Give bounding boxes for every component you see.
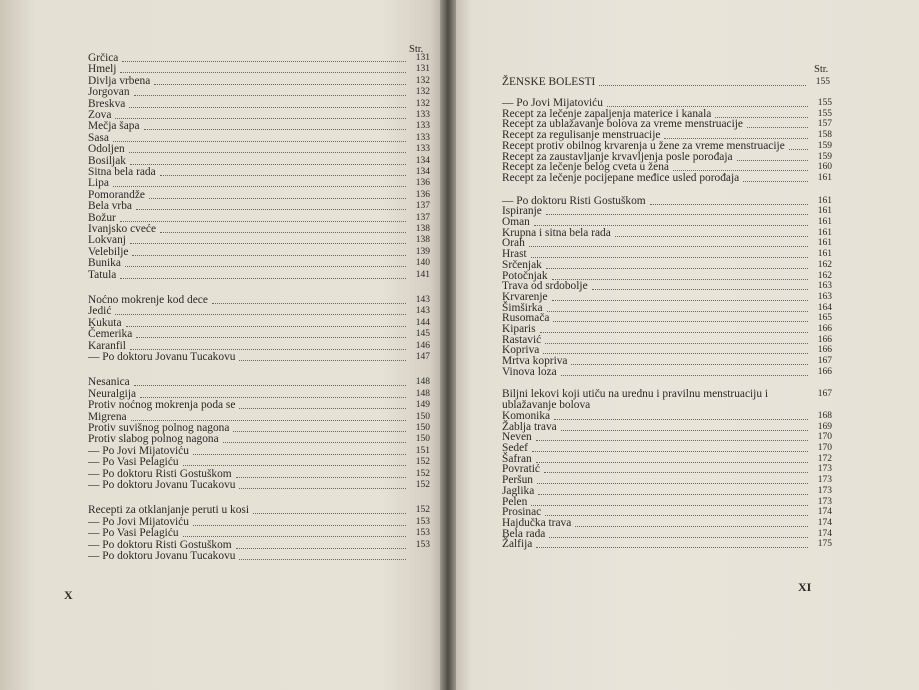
dot-leader — [747, 126, 808, 128]
toc-entry-title: Odoljen — [88, 143, 125, 156]
toc-entry-title: Vinova loza — [502, 365, 557, 378]
dot-leader — [130, 348, 406, 350]
toc-entry-page: 170 — [817, 443, 832, 453]
dot-leader — [546, 213, 808, 215]
toc-entry-title: Zova — [88, 109, 112, 121]
toc-entry — [88, 86, 430, 98]
toc-entry-page: 174 — [817, 517, 832, 528]
toc-entry — [88, 234, 430, 246]
toc-entry-page: 174 — [817, 528, 832, 539]
toc-entry-page: 164 — [817, 302, 832, 313]
toc-entry — [88, 539, 430, 551]
toc-entry-title: Kiparis — [502, 323, 536, 335]
toc-entry — [88, 269, 430, 281]
dot-leader — [233, 430, 406, 432]
toc-entry — [88, 257, 430, 269]
dot-leader — [545, 514, 808, 516]
toc-entry-title: Recepti za otklanjanje peruti u kosi — [88, 504, 249, 517]
toc-entry-page: 167 — [817, 356, 832, 367]
toc-entry-title: Žalfija — [502, 538, 533, 551]
toc-entry-page: 150 — [415, 434, 430, 445]
toc-entry-page: 152 — [415, 468, 430, 479]
toc-entry-title: Žablja trava — [502, 420, 557, 433]
toc-entry-title: Šafran — [502, 452, 532, 465]
toc-entry-title: — Po Jovi Mijatoviću — [88, 515, 189, 528]
dot-leader — [132, 254, 406, 256]
toc-entry — [88, 340, 430, 352]
toc-entry-title: — Po doktoru Risti Gostuškom — [88, 467, 232, 480]
toc-entry — [88, 294, 430, 306]
toc-entry-title: Protiv slabog polnog nagona — [88, 433, 219, 446]
toc-entry-title: — Po Jovi Mijatoviću — [88, 444, 189, 457]
toc-entry-title: — Po doktoru Jovanu Tucakovu — [88, 550, 236, 562]
toc-entry-title: Hmelj — [88, 63, 117, 76]
toc-entry-page: 174 — [817, 507, 832, 518]
right-heading — [502, 76, 830, 90]
toc-entry — [88, 317, 430, 329]
toc-entry — [502, 172, 832, 184]
toc-entry-page: 158 — [817, 130, 832, 141]
toc-entry-page: 165 — [817, 313, 832, 324]
dot-leader — [549, 536, 808, 538]
toc-entry-page: 144 — [415, 317, 430, 328]
dot-leader — [154, 83, 406, 85]
toc-entry — [88, 177, 430, 189]
toc-entry-page: 160 — [817, 162, 832, 173]
toc-entry-page: 153 — [415, 516, 430, 527]
toc-entry-title: Divlja vrbena — [88, 74, 151, 87]
toc-entry-page: 137 — [415, 201, 430, 212]
dot-leader — [160, 174, 406, 176]
right-page — [448, 0, 919, 690]
toc-entry — [88, 120, 430, 132]
toc-entry-page: 161 — [817, 206, 832, 217]
toc-entry-page: 138 — [415, 235, 430, 246]
toc-entry-page: 166 — [817, 345, 832, 356]
right-toc — [502, 97, 832, 577]
toc-entry-page: 155 — [817, 108, 832, 119]
toc-entry-title: Tatula — [88, 268, 117, 281]
dot-leader — [130, 163, 406, 165]
toc-entry — [88, 328, 430, 340]
toc-entry-title: Grčica — [88, 52, 119, 64]
dot-leader — [607, 105, 808, 107]
left-page — [0, 0, 448, 690]
toc-entry-page: 146 — [415, 340, 430, 351]
toc-entry-page: 170 — [817, 432, 832, 443]
toc-entry — [88, 411, 430, 423]
toc-entry-title: Recept za lečenje pocijepane međice usled porođaja — [502, 171, 740, 184]
dot-leader — [134, 94, 406, 96]
toc-entry-title: Bosiljak — [88, 154, 126, 167]
toc-entry-title: Jorgovan — [88, 86, 130, 99]
dot-leader — [134, 384, 406, 386]
toc-entry-page: 161 — [817, 195, 832, 206]
toc-entry-title: Lipa — [88, 177, 109, 190]
toc-entry-page: 169 — [817, 421, 832, 432]
toc-entry-title: — Po doktoru Jovanu Tucakovu — [88, 479, 236, 491]
toc-entry-title: Jedić — [88, 305, 112, 318]
toc-entry — [88, 422, 430, 434]
toc-entry-title: Breskva — [88, 97, 126, 110]
toc-entry-page: 166 — [817, 334, 832, 345]
toc-entry-page: 173 — [817, 464, 832, 475]
toc-entry-title: — Po Jovi Mijatoviću — [502, 97, 603, 109]
toc-entry-page: 143 — [415, 295, 430, 305]
dot-leader — [120, 71, 406, 73]
toc-entry-page: 145 — [415, 329, 430, 340]
toc-entry — [88, 246, 430, 258]
toc-entry-page: 172 — [817, 453, 832, 464]
dot-leader — [743, 180, 808, 182]
dot-leader — [140, 396, 406, 398]
toc-entry — [502, 366, 832, 378]
toc-entry-page: 166 — [817, 366, 832, 377]
toc-entry-page: 141 — [415, 269, 430, 280]
dot-leader — [664, 137, 808, 139]
toc-entry — [502, 76, 830, 88]
toc-entry-title: Oman — [502, 216, 530, 228]
toc-entry-page: 149 — [415, 400, 430, 411]
dot-leader — [536, 546, 808, 548]
dot-leader — [149, 197, 406, 199]
toc-entry-title: Recept za zaustavljanje krvavljenja posle porođaja — [502, 150, 733, 163]
toc-entry — [88, 52, 430, 64]
dot-leader — [538, 493, 808, 495]
toc-entry-title: Ispiranje — [502, 205, 542, 218]
dot-leader — [552, 299, 808, 301]
dot-leader — [534, 224, 808, 226]
dot-leader — [715, 116, 808, 118]
toc-entry-page: 140 — [415, 258, 430, 269]
toc-entry-title: — Po doktoru Jovanu Tucakovu — [88, 351, 236, 363]
toc-entry-title: Prosinac — [502, 506, 542, 519]
toc-entry-page: 150 — [415, 411, 430, 422]
dot-leader — [236, 476, 406, 478]
toc-entry-page: 132 — [415, 75, 430, 86]
toc-entry-title: Migrena — [88, 410, 127, 423]
dot-leader — [120, 220, 406, 222]
dot-leader — [122, 60, 406, 62]
toc-entry — [88, 468, 430, 480]
dot-leader — [115, 117, 406, 119]
toc-entry-title: Rusomača — [502, 312, 550, 325]
toc-entry — [88, 75, 430, 87]
dot-leader — [113, 185, 406, 187]
toc-entry-title: Šimširka — [502, 301, 543, 314]
dot-leader — [239, 558, 406, 560]
book-spine — [440, 0, 456, 690]
dot-leader — [552, 278, 808, 280]
toc-entry-page: 155 — [817, 98, 832, 108]
toc-entry-title: — Po Vasi Pelagiću — [88, 527, 179, 540]
dot-leader — [531, 504, 808, 506]
dot-leader — [253, 512, 406, 514]
dot-leader — [673, 169, 808, 171]
dot-leader — [239, 359, 406, 361]
dot-leader — [536, 461, 808, 463]
toc-entry-page: 132 — [415, 87, 430, 98]
toc-entry-title: Sitna bela rada — [88, 166, 156, 178]
toc-entry-page: 153 — [415, 539, 430, 550]
dot-leader — [531, 256, 808, 258]
toc-entry-title: Kukuta — [88, 316, 122, 329]
toc-entry-title: Hrast — [502, 248, 527, 261]
toc-entry — [88, 399, 430, 411]
toc-entry-title: Božur — [88, 211, 116, 224]
dot-leader — [239, 487, 406, 489]
toc-entry-page: 137 — [415, 212, 430, 223]
toc-entry-title: Hajdučka trava — [502, 516, 572, 529]
dot-leader — [183, 535, 406, 537]
dot-leader — [212, 302, 406, 304]
dot-leader — [561, 374, 808, 376]
toc-entry-title: Recept za lečenje belog cveta u žena — [502, 161, 669, 174]
toc-entry-page: 173 — [817, 496, 832, 507]
dot-leader — [537, 482, 808, 484]
toc-entry — [88, 479, 430, 491]
toc-entry-page: 163 — [817, 291, 832, 302]
toc-entry-page: 168 — [817, 410, 832, 421]
dot-leader — [115, 313, 406, 315]
left-str-label: Str. — [409, 44, 424, 55]
toc-entry-title: Neuralgija — [88, 387, 137, 400]
dot-leader — [126, 325, 406, 327]
toc-entry — [88, 212, 430, 224]
toc-entry — [88, 376, 430, 388]
toc-entry-page: 136 — [415, 189, 430, 200]
toc-entry — [502, 538, 832, 550]
toc-entry-page: 151 — [415, 445, 430, 456]
toc-entry-page: 161 — [817, 238, 832, 249]
toc-entry-title: Komonika — [502, 409, 551, 422]
toc-entry — [88, 189, 430, 201]
dot-leader — [544, 471, 808, 473]
dot-leader — [129, 151, 406, 153]
toc-entry — [88, 166, 430, 178]
toc-entry — [88, 550, 430, 562]
dot-leader — [536, 439, 808, 441]
toc-entry — [88, 527, 430, 539]
toc-entry-page: 133 — [415, 110, 430, 120]
toc-entry — [88, 351, 430, 363]
toc-entry — [88, 155, 430, 167]
toc-entry-title: Krupna i sitna bela rada — [502, 226, 611, 239]
toc-entry-title: Krvarenje — [502, 290, 548, 303]
toc-entry-page: 162 — [817, 259, 832, 270]
dot-leader — [113, 140, 406, 142]
dot-leader — [131, 419, 406, 421]
toc-entry-page: 143 — [415, 306, 430, 317]
toc-entry-title: — Po doktoru Risti Gostuškom — [88, 538, 232, 551]
dot-leader — [737, 159, 808, 161]
dot-leader — [545, 342, 808, 344]
toc-entry-title: Ivanjsko cveće — [88, 223, 156, 235]
toc-entry-page: 159 — [817, 151, 832, 162]
dot-leader — [129, 106, 406, 108]
dot-leader — [183, 464, 406, 466]
toc-entry-title: Povratić — [502, 463, 540, 476]
toc-entry-title: — Po Vasi Pelagiću — [88, 456, 179, 469]
toc-entry-title: Velebilje — [88, 245, 129, 258]
toc-entry-title: Potočnjak — [502, 269, 548, 282]
dot-leader — [532, 450, 808, 452]
toc-entry-page: 133 — [415, 132, 430, 143]
dot-leader — [193, 524, 406, 526]
toc-entry-page: 134 — [415, 155, 430, 166]
toc-entry-page: 157 — [817, 119, 832, 130]
dot-leader — [136, 336, 406, 338]
right-str-label: Str. — [814, 64, 829, 75]
dot-leader — [223, 441, 406, 443]
toc-entry-page: 155 — [815, 77, 830, 87]
toc-entry-title: Biljni lekovi koji utiču na urednu i pravilnu menstruaciju i ublažavanje bolova — [502, 387, 769, 411]
toc-entry-title: Rastavić — [502, 333, 542, 346]
dot-leader — [540, 331, 808, 333]
dot-leader — [144, 128, 406, 130]
left-page-number: X — [64, 588, 73, 602]
toc-entry — [88, 132, 430, 144]
toc-entry-title: Srčenjak — [502, 258, 542, 271]
toc-entry-title: — Po doktoru Risti Gostuškom — [502, 194, 646, 207]
dot-leader — [136, 208, 406, 210]
dot-leader — [547, 310, 808, 312]
toc-entry — [88, 305, 430, 317]
left-toc — [88, 52, 430, 592]
toc-entry-title: Jaglika — [502, 484, 535, 497]
dot-leader — [554, 418, 808, 420]
dot-leader — [239, 407, 406, 409]
toc-entry-page: 133 — [415, 121, 430, 132]
toc-entry-page: 161 — [817, 172, 832, 183]
toc-entry-title: Sasa — [88, 131, 109, 144]
toc-entry-page: 153 — [415, 528, 430, 539]
toc-entry-page: 131 — [415, 53, 430, 63]
toc-entry-title: Kopriva — [502, 344, 540, 357]
dot-leader — [592, 288, 808, 290]
toc-entry-title: Mečja šapa — [88, 120, 140, 133]
dot-leader — [571, 363, 808, 365]
toc-entry — [502, 389, 832, 411]
toc-entry-page: 132 — [415, 98, 430, 109]
toc-entry-title: Bunika — [88, 257, 121, 270]
toc-entry-title: Nesanica — [88, 376, 130, 389]
toc-entry-title: Recept za regulisanje menstruacije — [502, 129, 661, 142]
toc-entry-page: 133 — [415, 144, 430, 155]
toc-entry-title: Čemerika — [88, 328, 133, 341]
dot-leader — [193, 453, 406, 455]
toc-entry — [88, 109, 430, 121]
toc-entry-page: 139 — [415, 246, 430, 257]
dot-leader — [125, 265, 406, 267]
toc-entry-title: Recept za ublažavanje bolova za vreme menstruacije — [502, 118, 743, 131]
dot-leader — [120, 277, 406, 279]
toc-entry-page: 159 — [817, 140, 832, 151]
dot-leader — [529, 245, 808, 247]
toc-entry-page: 152 — [415, 505, 430, 516]
toc-entry-title: Protiv suvišnog polnog nagona — [88, 422, 230, 434]
toc-entry-title: Karanfil — [88, 339, 126, 352]
toc-entry-title: Bela rada — [502, 527, 546, 540]
toc-entry-title: Lokvanj — [88, 234, 126, 247]
toc-entry — [88, 223, 430, 235]
toc-entry-title: Noćno mokrenje kod dece — [88, 294, 208, 306]
toc-entry-title: Mrtva kopriva — [502, 355, 568, 368]
dot-leader — [789, 148, 808, 150]
toc-entry-title: Protiv noćnog mokrenja poda se — [88, 399, 236, 412]
toc-entry-page: 148 — [415, 388, 430, 399]
dot-leader — [160, 231, 406, 233]
toc-entry — [88, 200, 430, 212]
toc-entry-title: Pomorandže — [88, 188, 145, 201]
toc-entry — [88, 456, 430, 468]
dot-leader — [615, 235, 808, 237]
dot-leader — [236, 547, 406, 549]
toc-entry — [88, 143, 430, 155]
toc-entry-page: 136 — [415, 178, 430, 189]
toc-entry-page: 162 — [817, 270, 832, 281]
toc-entry-title: Peršun — [502, 474, 534, 487]
toc-entry-title: Orah — [502, 237, 525, 250]
toc-entry-page: 173 — [817, 475, 832, 486]
toc-entry-page: 147 — [415, 352, 430, 362]
toc-entry-title: Neven — [502, 431, 532, 444]
toc-entry — [88, 388, 430, 400]
toc-entry — [88, 433, 430, 445]
toc-entry — [88, 445, 430, 457]
toc-entry-page: 175 — [817, 539, 832, 550]
toc-entry — [88, 504, 430, 516]
toc-entry-page: 166 — [817, 324, 832, 334]
toc-entry-page: 134 — [415, 167, 430, 177]
toc-entry — [88, 516, 430, 528]
dot-leader — [561, 429, 808, 431]
dot-leader — [575, 525, 808, 527]
toc-entry-page: 152 — [415, 480, 430, 490]
toc-entry-page: 152 — [415, 457, 430, 468]
toc-entry-page: 173 — [817, 485, 832, 496]
toc-entry-page: 148 — [415, 377, 430, 388]
toc-entry-title: Trava od srdobolje — [502, 280, 588, 293]
toc-entry-title: Pelen — [502, 495, 528, 508]
dot-leader — [543, 352, 808, 354]
toc-entry-page: 167 — [817, 388, 832, 399]
dot-leader — [650, 203, 808, 205]
toc-entry-page: 161 — [817, 227, 832, 238]
toc-entry-page: 163 — [817, 281, 832, 292]
right-page-number: XI — [798, 580, 812, 594]
toc-entry-page: 161 — [817, 249, 832, 260]
toc-entry-title: Bela vrba — [88, 200, 132, 213]
toc-entry-page: 131 — [415, 64, 430, 75]
toc-entry-page: 138 — [415, 224, 430, 234]
toc-entry-title: ŽENSKE BOLESTI — [502, 76, 596, 88]
dot-leader — [130, 242, 406, 244]
toc-entry-page: 161 — [817, 217, 832, 227]
toc-entry-title: Sedef — [502, 442, 528, 454]
dot-leader — [546, 267, 808, 269]
toc-entry-title: Recept za lečenje zapaljenja materice i kanala — [502, 107, 712, 120]
toc-entry — [88, 63, 430, 75]
toc-entry — [88, 98, 430, 110]
toc-entry-page: 150 — [415, 423, 430, 433]
toc-entry-title: Recept protiv obilnog krvarenja u žene za vreme menstruacije — [502, 139, 785, 152]
dot-leader — [599, 84, 806, 86]
dot-leader — [553, 320, 808, 322]
